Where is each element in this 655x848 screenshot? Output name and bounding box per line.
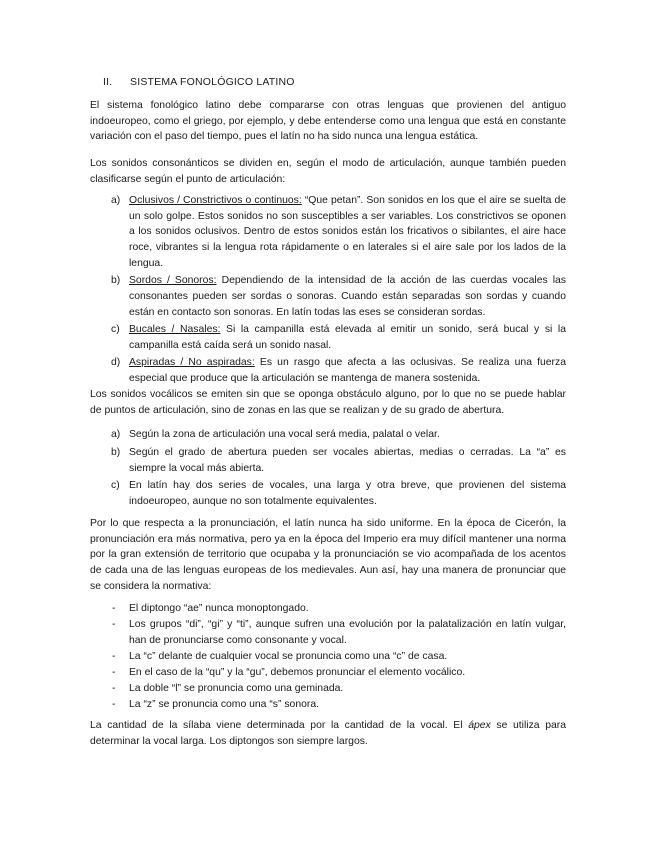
list-marker: -: [112, 683, 116, 695]
list-marker: c): [111, 323, 120, 335]
section-heading: [103, 76, 295, 88]
list-text: Los grupos “di”, “gi” y “ti”, aunque sufren una evolución por la palatalización en latín vulgar, han de pronunciarse como consonante y vocal.: [129, 619, 566, 646]
list-item: [90, 681, 566, 697]
vowel-classification-list: [90, 427, 566, 512]
list-marker: -: [112, 650, 116, 662]
list-item: [90, 665, 566, 681]
list-item: [90, 355, 566, 386]
list-item: [90, 273, 566, 320]
list-text: La “z” se pronuncia como una “s” sonora.: [129, 699, 320, 711]
closing-text-after: se utiliza para determinar la vocal larga. Los diptongos son siempre largos.: [90, 720, 567, 747]
list-text: La “c” delante de cualquier vocal se pronuncia como una “c” de casa.: [129, 650, 448, 662]
list-text: La doble “l” se pronuncia como una geminada.: [129, 683, 344, 695]
closing-paragraph: [90, 718, 566, 749]
list-marker: c): [111, 480, 120, 492]
consonant-classification-list: [90, 193, 566, 388]
pronunciation-rules-list: [90, 601, 566, 713]
list-item: [90, 601, 566, 617]
list-marker: a): [111, 195, 121, 206]
list-item: [90, 697, 566, 713]
list-text: Según la zona de articulación una vocal será media, palatal o velar.: [129, 429, 440, 440]
list-text: Según el grado de abertura pueden ser vocales abiertas, medias o cerradas. La “a” es siempre la vocal más abierta.: [129, 446, 566, 474]
pronunciation-intro-paragraph: Por lo que respecta a la pronunciación, el latín nunca ha sido uniforme. En la época de Cicerón, la pronunciación era más normativa, pero ya en la época del Imperio era muy difícil mantener una norma por la gran extensión de territorio que ocupaba y la pronunciación se vio acompañada de los acentos de cada una de las lenguas europeas de los medievales. Aun así, hay una manera de pronunciar que se considera la normativa:: [90, 518, 566, 592]
list-marker: -: [112, 666, 116, 678]
section-title: SISTEMA FONOLÓGICO LATINO: [130, 76, 295, 88]
closing-text-before: La cantidad de la sílaba viene determinada por la cantidad de la vocal. El: [90, 720, 469, 731]
list-item: [90, 445, 566, 476]
list-text: “Que petan”. Son sonidos en los que el aire se suelta de un solo golpe. Estos sonidos no son susceptibles a ser variables. Los constrictivos se oponen a los sonidos oclusivos. Dentro de estos sonidos están los fricativos o sibilantes, el aire hace roce, vibrantes si la lengua rota rápidamente o en laterales si el aire sale por los lados de la lengua.: [129, 195, 566, 269]
list-marker: b): [111, 446, 121, 458]
list-marker: b): [111, 275, 121, 287]
list-text: Si la campanilla está elevada al emitir un sonido, será bucal y si la campanilla está caída será un sonido nasal.: [129, 323, 566, 351]
apex-term: ápex: [468, 720, 491, 731]
list-item: [90, 322, 566, 353]
section-number: II.: [103, 76, 113, 88]
list-marker: -: [112, 699, 116, 711]
list-text: Es un rasgo que afecta a las oclusivas. Se realiza una fuerza especial que produce que la articulación se mantenga de manera sostenida.: [129, 356, 566, 384]
list-marker: -: [112, 619, 116, 631]
list-text: El diptongo “ae” nunca monoptongado.: [129, 603, 309, 614]
vowels-intro-paragraph: Los sonidos vocálicos se emiten sin que se oponga obstáculo alguno, por lo que no se puede hablar de puntos de articulación, sino de zonas en las que se realizan y de su grado de abertura.: [90, 389, 566, 416]
list-term: Sordos / Sonoros:: [129, 275, 217, 287]
list-marker: a): [111, 429, 121, 440]
list-term: Bucales / Nasales:: [129, 323, 221, 335]
list-text: En el caso de la “qu” y la “gu”, debemos pronunciar el elemento vocálico.: [129, 666, 466, 678]
consonants-intro-paragraph: Los sonidos consonánticos se dividen en, según el modo de articulación, aunque también pueden clasificarse según el punto de articulación:: [90, 158, 566, 185]
list-marker: d): [111, 356, 121, 368]
list-item: [90, 617, 566, 648]
list-text: Dependiendo de la intensidad de la acción de las cuerdas vocales las consonantes pueden ser sordas o sonoras. Cuando están separadas son sordas y cuando están en contacto son sonoras. En latín todas las eses se consideran sordas.: [129, 275, 567, 318]
list-item: [90, 427, 566, 443]
list-item: [90, 478, 566, 509]
list-item: [90, 193, 566, 272]
list-text: En latín hay dos series de vocales, una larga y otra breve, que provienen del sistema indoeuropeo, aunque no son totalmente equivalentes.: [129, 480, 566, 508]
list-marker: -: [112, 603, 116, 614]
list-term: Aspiradas / No aspiradas:: [129, 356, 255, 368]
list-item: [90, 649, 566, 665]
intro-paragraph: El sistema fonológico latino debe compararse con otras lenguas que provienen del antiguo indoeuropeo, como el griego, por ejemplo, y debe entenderse como una lengua que está en constante variación con el paso del tiempo, pues el latín no ha sido nunca una lengua estática.: [90, 100, 566, 143]
list-term: Oclusivos / Constrictivos o continuos:: [129, 195, 302, 206]
